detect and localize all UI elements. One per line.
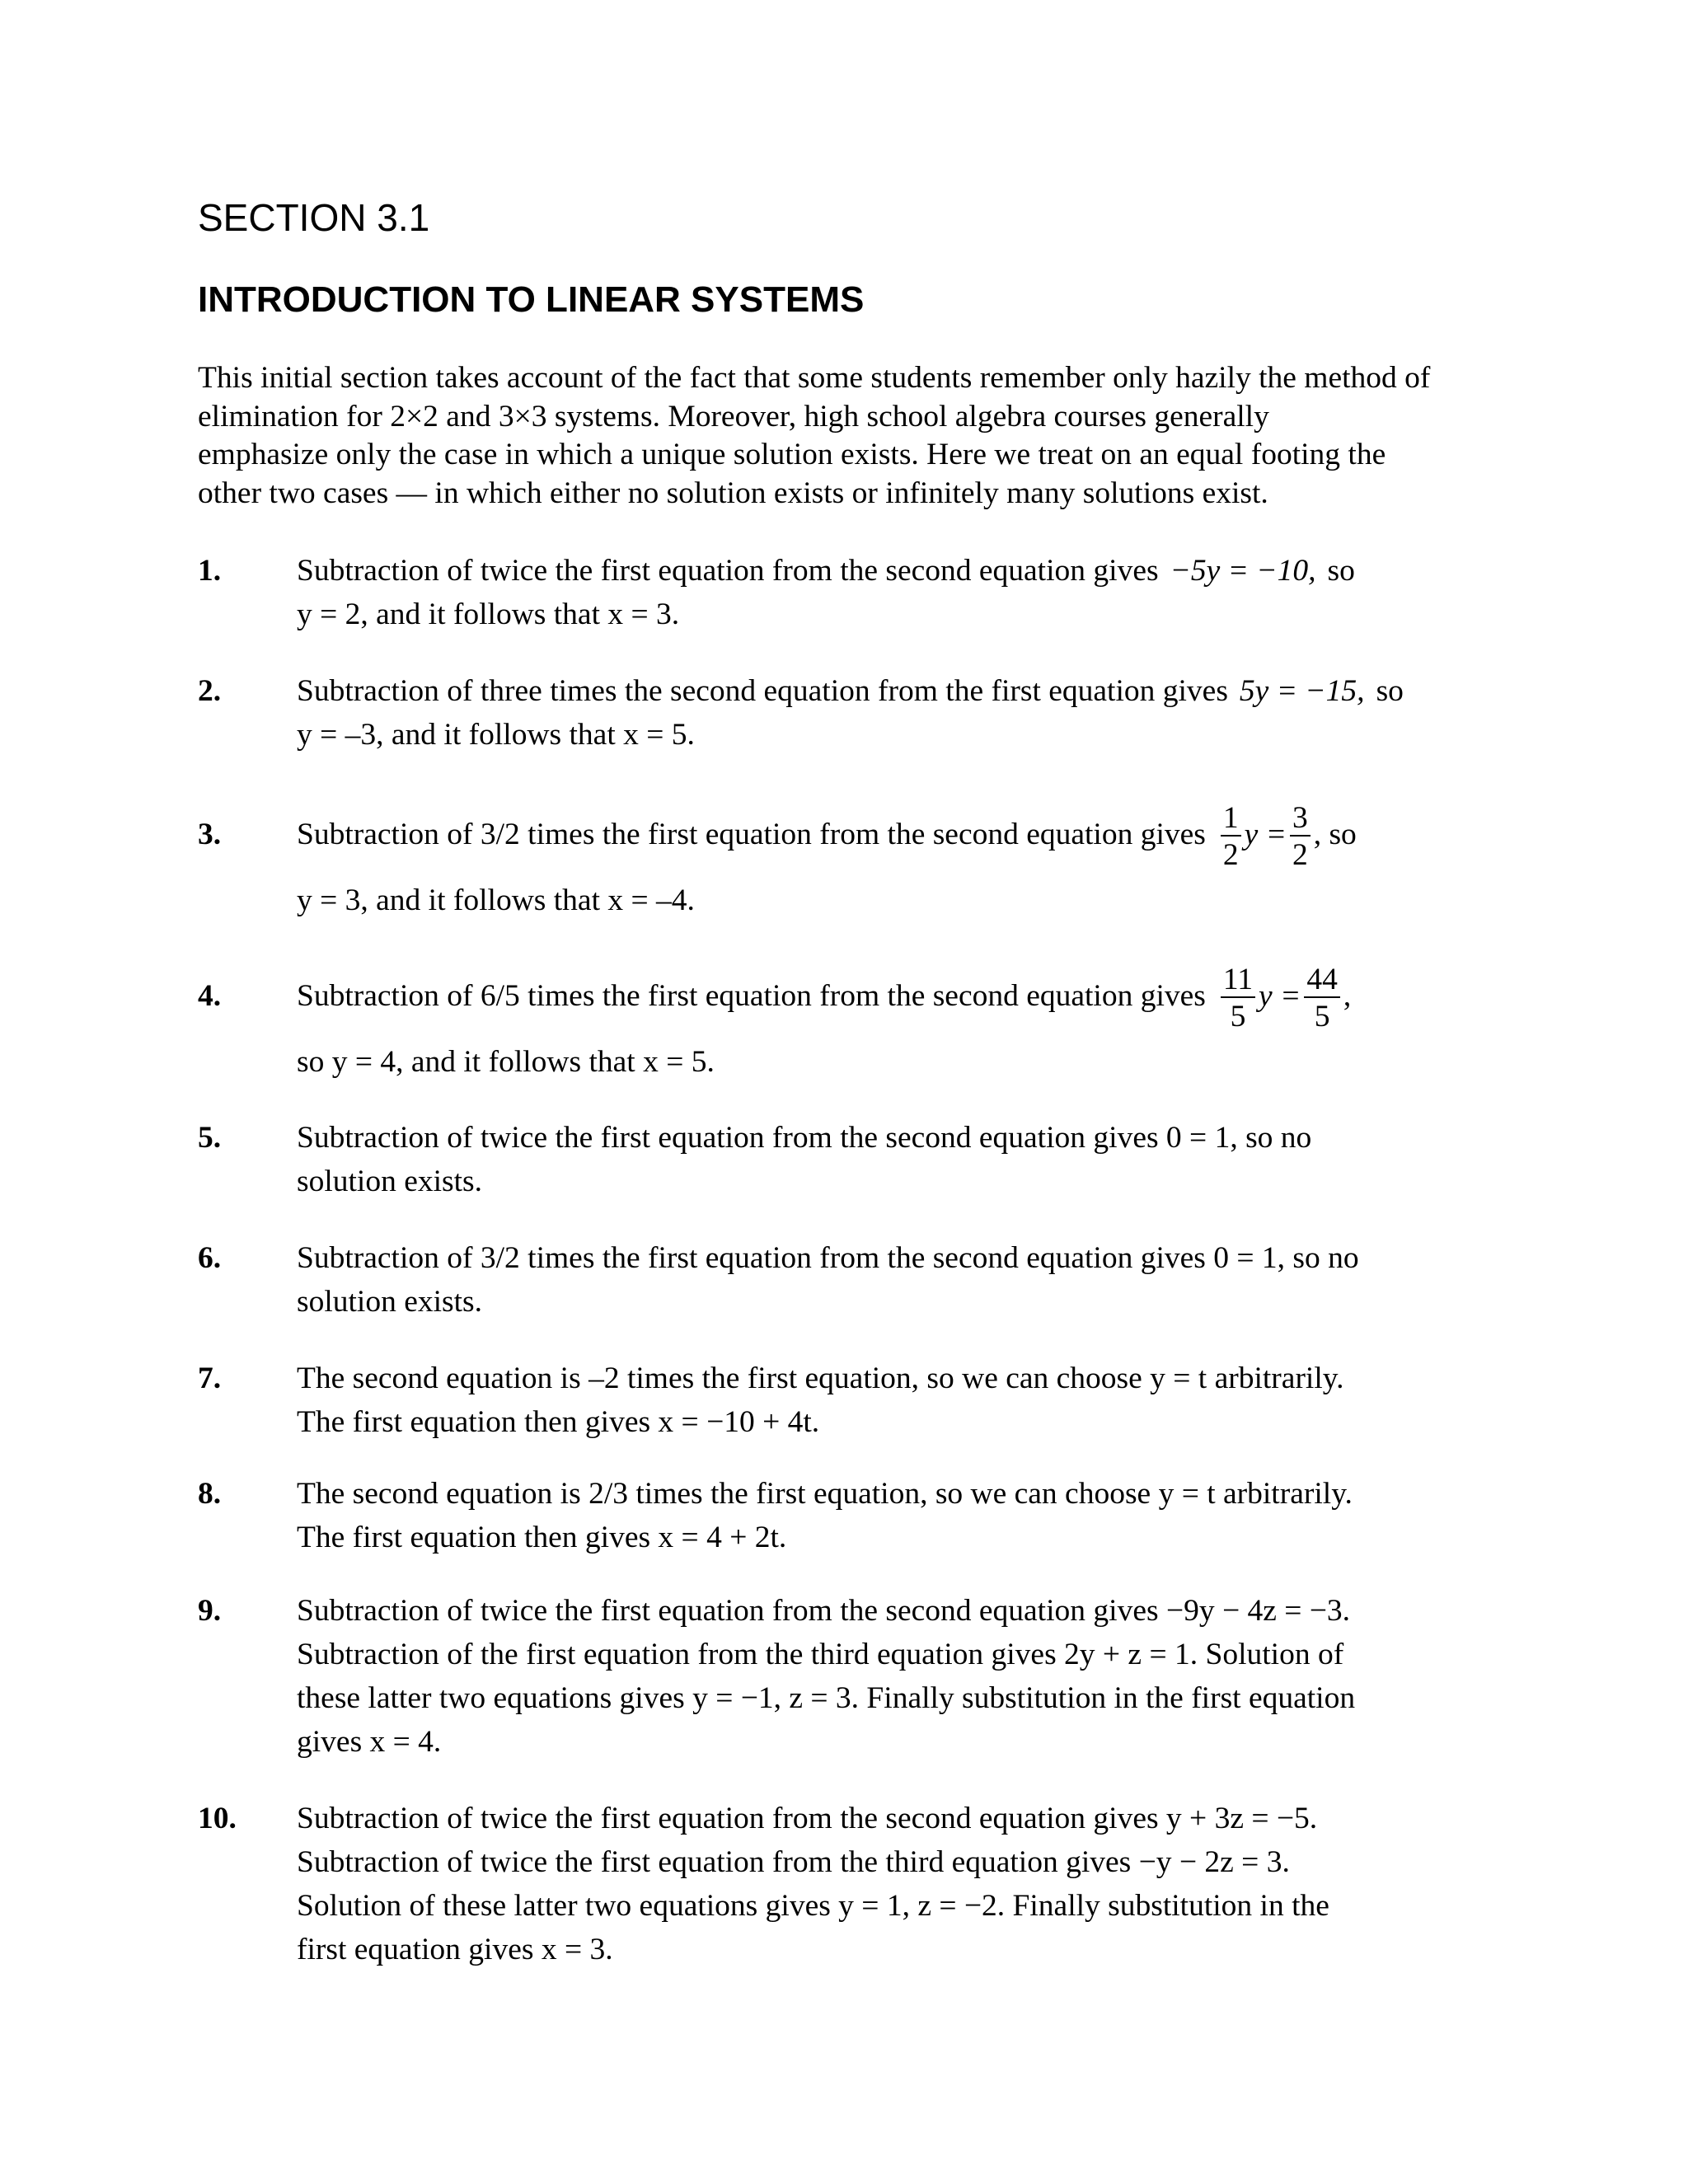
problem-text: , [1343,979,1352,1013]
problem-body [297,549,1582,636]
problem-line: y = 2, and it follows that x = 3. [297,598,680,631]
problem-number: 4. [198,979,222,1013]
problem-body [297,1797,1582,1971]
problem-number: 10. [198,1802,237,1835]
problem-line: Subtraction of twice the first equation from the second equation gives y + 3z = −5. [297,1802,1318,1835]
intro-line: other two cases — in which either no solution exists or infinitely many solutions exist. [198,476,1268,510]
problem-body [297,1357,1582,1444]
problem-line: these latter two equations gives y = −1, z = 3. Finally substitution in the first equation [297,1681,1356,1715]
equation: 5y = −15, [1239,674,1365,708]
section-label: SECTION 3.1 [198,196,430,239]
problem-number: 7. [198,1361,222,1395]
problem-line: gives x = 4. [297,1725,442,1759]
problem-line: Subtraction of the first equation from the third equation gives 2y + z = 1. Solution of [297,1638,1344,1671]
problem-number: 5. [198,1121,222,1155]
problem-line: Subtraction of 3/2 times the first equation from the second equation gives 0 = 1, so no [297,1241,1359,1275]
fraction: $\frac{44}{5}$ [1304,964,1340,1033]
problem-line: first equation gives x = 3. [297,1933,613,1966]
problem-number: 6. [198,1241,222,1275]
equation: −5y = −10, [1170,554,1316,588]
problem-number: 2. [198,674,222,708]
problem-line: Subtraction of twice the first equation from the second equation gives −9y − 4z = −3. [297,1594,1351,1628]
problem-line [297,669,1582,713]
equation: y = [1244,818,1287,851]
problem-text: so [1376,674,1404,708]
problem-line [297,953,1582,1040]
problem-line: solution exists. [297,1165,483,1198]
problem-line: Subtraction of twice the first equation from the second equation gives 0 = 1, so no [297,1121,1312,1155]
problem-line [297,791,1582,879]
problem-text: Subtraction of twice the first equation from the second equation gives [297,554,1159,588]
problem-text: Subtraction of three times the second equation from the first equation gives [297,674,1228,708]
problem-text: so [1327,554,1355,588]
problem-line: y = –3, and it follows that x = 5. [297,718,695,752]
problem-body [297,1472,1582,1559]
problem-body [297,791,1582,922]
intro-line: emphasize only the case in which a unique solution exists. Here we treat on an equal footing the [198,438,1386,471]
problem-line: The second equation is –2 times the first equation, so we can choose y = t arbitrarily. [297,1361,1344,1395]
problem-text: , so [1313,818,1357,851]
problem-body [297,669,1582,757]
intro-line: This initial section takes account of the fact that some students remember only hazily the method of [198,361,1431,395]
problem-body [297,1236,1582,1324]
problem-line: so y = 4, and it follows that x = 5. [297,1045,715,1079]
problem-number: 9. [198,1594,222,1628]
problem-line: Subtraction of twice the first equation from the third equation gives −y − 2z = 3. [297,1845,1290,1879]
problem-line: solution exists. [297,1285,483,1319]
problem-text: Subtraction of 3/2 times the first equation from the second equation gives [297,818,1206,851]
problem-body [297,1116,1582,1203]
problem-line: The second equation is 2/3 times the first equation, so we can choose y = t arbitrarily. [297,1477,1353,1511]
problem-line: Solution of these latter two equations gives y = 1, z = −2. Finally substitution in the [297,1889,1329,1923]
problem-number: 3. [198,818,222,851]
problem-body [297,1589,1582,1764]
intro-line: elimination for 2×2 and 3×3 systems. Moreover, high school algebra courses generally [198,399,1269,434]
problem-body [297,953,1582,1084]
intro-paragraph [198,359,1517,513]
problem-number: 1. [198,554,222,588]
problem-line [297,549,1582,593]
section-title: INTRODUCTION TO LINEAR SYSTEMS [198,279,865,320]
fraction: $\frac{1}{2}$ [1221,803,1241,871]
problem-line: The first equation then gives x = −10 + 4t. [297,1405,820,1439]
equation: y = [1259,979,1301,1013]
fraction: $\frac{11}{5}$ [1221,964,1255,1033]
problem-text: Subtraction of 6/5 times the first equation from the second equation gives [297,979,1206,1013]
problem-line: The first equation then gives x = 4 + 2t. [297,1521,787,1554]
problem-line: y = 3, and it follows that x = –4. [297,883,695,917]
problem-number: 8. [198,1477,222,1511]
fraction: $\frac{3}{2}$ [1290,803,1311,871]
